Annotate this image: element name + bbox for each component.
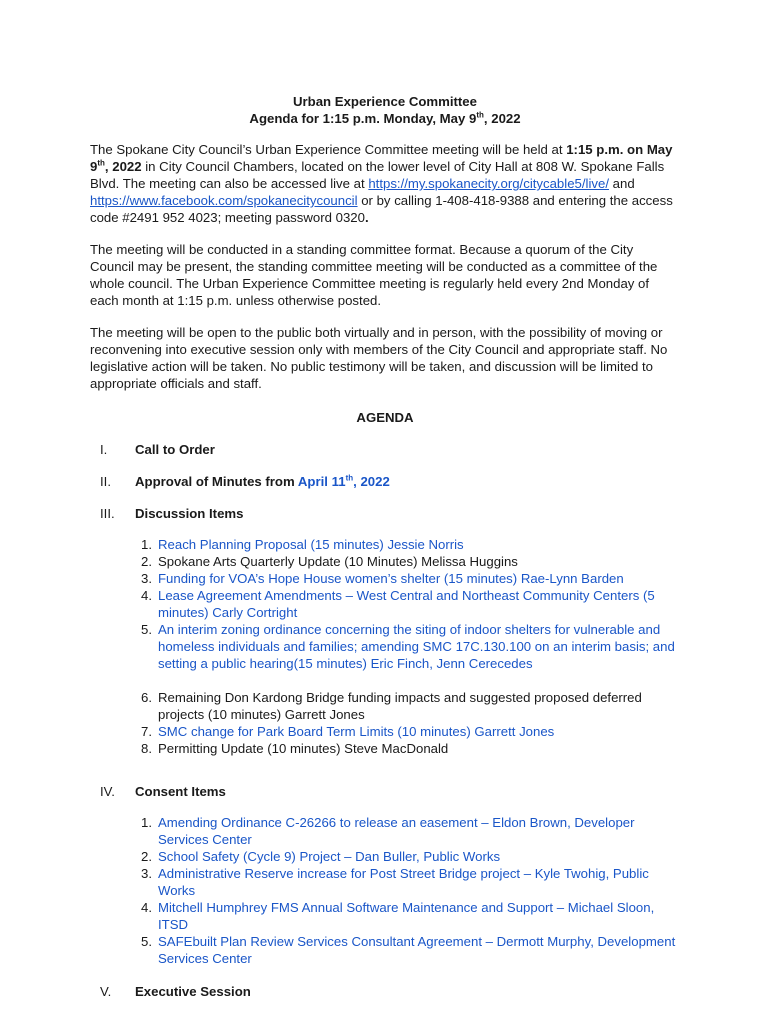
section-call-to-order: I. Call to Order	[100, 442, 215, 457]
list-item: 4. Mitchell Humphrey FMS Annual Software Maintenance and Support – Michael Sloon, ITSD	[90, 899, 680, 933]
consent-item-link[interactable]: Amending Ordinance C-26266 to release an easement – Eldon Brown, Developer Services Center	[158, 815, 635, 847]
facebook-link[interactable]: https://www.facebook.com/spokanecitycouncil	[90, 193, 358, 208]
committee-title: Urban Experience Committee	[293, 94, 477, 109]
consent-item-link[interactable]: School Safety (Cycle 9) Project – Dan Buller, Public Works	[158, 849, 501, 864]
list-item: 4. Lease Agreement Amendments – West Central and Northeast Community Centers (5 minutes) Carly Cortright	[90, 587, 680, 621]
consent-item-link[interactable]: Administrative Reserve increase for Post Street Bridge project – Kyle Twohig, Public Works	[158, 866, 649, 898]
intro-paragraph-1: The Spokane City Council’s Urban Experience Committee meeting will be held at 1:15 p.m. on May 9th, 2022 in City Council Chambers, located on the lower level of City Hall at 808 W. Spokane Falls Blvd. The meeting can also be accessed live at https://my.spokanecity.org/citycable5/live/ and https://www.facebook.com/spokanecitycouncil or by calling 1-408-418-9388 and entering the access code #2491 952 4023; meeting password 0320.	[90, 142, 673, 225]
discussion-items-list	[90, 536, 680, 757]
discussion-item-link[interactable]: An interim zoning ordinance concerning the siting of indoor shelters for vulnerable and homeless individuals and families; amending SMC 17C.130.100 on an interim basis; and setting a public hearing(15 minutes) Eric Finch, Jenn Cerecedes	[158, 622, 675, 671]
list-item: 7. SMC change for Park Board Term Limits (10 minutes) Garrett Jones	[90, 723, 680, 740]
citycable-link[interactable]: https://my.spokanecity.org/citycable5/live/	[368, 176, 609, 191]
list-item: 5. An interim zoning ordinance concerning the siting of indoor shelters for vulnerable and homeless individuals and families; amending SMC 17C.130.100 on an interim basis; and setting a public hearing(15 minutes) Eric Finch, Jenn Cerecedes	[90, 621, 680, 672]
agenda-date-title: Agenda for 1:15 p.m. Monday, May 9th, 2022	[249, 110, 521, 126]
list-item: 6. Remaining Don Kardong Bridge funding impacts and suggested proposed deferred projects (10 minutes) Garrett Jones	[141, 690, 642, 722]
list-item: 1. Reach Planning Proposal (15 minutes) Jessie Norris	[90, 536, 680, 553]
consent-items-list	[90, 814, 680, 967]
discussion-item-link[interactable]: SMC change for Park Board Term Limits (10 minutes) Garrett Jones	[158, 724, 555, 739]
document-content	[90, 93, 680, 1000]
list-item: 1. Amending Ordinance C-26266 to release an easement – Eldon Brown, Developer Services Center	[90, 814, 680, 848]
section-discussion-items: III. Discussion Items	[100, 506, 244, 521]
discussion-item-link[interactable]: Lease Agreement Amendments – West Central and Northeast Community Centers (5 minutes) Carly Cortright	[158, 588, 655, 620]
list-item: 8. Permitting Update (10 minutes) Steve MacDonald	[141, 741, 449, 756]
discussion-item-link[interactable]: Funding for VOA’s Hope House women’s shelter (15 minutes) Rae-Lynn Barden	[158, 571, 624, 586]
consent-item-link[interactable]: Mitchell Humphrey FMS Annual Software Maintenance and Support – Michael Sloon, ITSD	[158, 900, 655, 932]
list-item: 3. Funding for VOA’s Hope House women’s shelter (15 minutes) Rae-Lynn Barden	[90, 570, 680, 587]
list-item: 2. School Safety (Cycle 9) Project – Dan Buller, Public Works	[90, 848, 680, 865]
list-item: 2. Spokane Arts Quarterly Update (10 Minutes) Melissa Huggins	[141, 554, 518, 569]
section-consent-items: IV. Consent Items	[100, 784, 226, 799]
discussion-item-link[interactable]: Reach Planning Proposal (15 minutes) Jessie Norris	[158, 537, 464, 552]
minutes-link[interactable]: April 11th, 2022	[297, 473, 390, 489]
list-item: 3. Administrative Reserve increase for Post Street Bridge project – Kyle Twohig, Public Works	[90, 865, 680, 899]
agenda-heading: AGENDA	[356, 410, 414, 425]
consent-item-link[interactable]: SAFEbuilt Plan Review Services Consultant Agreement – Dermott Murphy, Development Services Center	[158, 934, 676, 966]
section-executive-session: V. Executive Session	[100, 984, 251, 999]
intro-paragraph-2: The meeting will be conducted in a standing committee format. Because a quorum of the City Council may be present, the standing committee meeting will be conducted as a committee of the whole council. The Urban Experience Committee meeting is regularly held every 2nd Monday of each month at 1:15 p.m. unless otherwise posted.	[90, 242, 658, 308]
section-approval-of-minutes: II. Approval of Minutes from April 11th, 2022	[100, 473, 390, 489]
intro-paragraph-3: The meeting will be open to the public both virtually and in person, with the possibility of moving or reconvening into executive session only with members of the City Council and appropriate staff. No legislative action will be taken. No public testimony will be taken, and discussion will be limited to appropriate officials and staff.	[90, 325, 668, 391]
list-item: 5. SAFEbuilt Plan Review Services Consultant Agreement – Dermott Murphy, Development Services Center	[90, 933, 680, 967]
